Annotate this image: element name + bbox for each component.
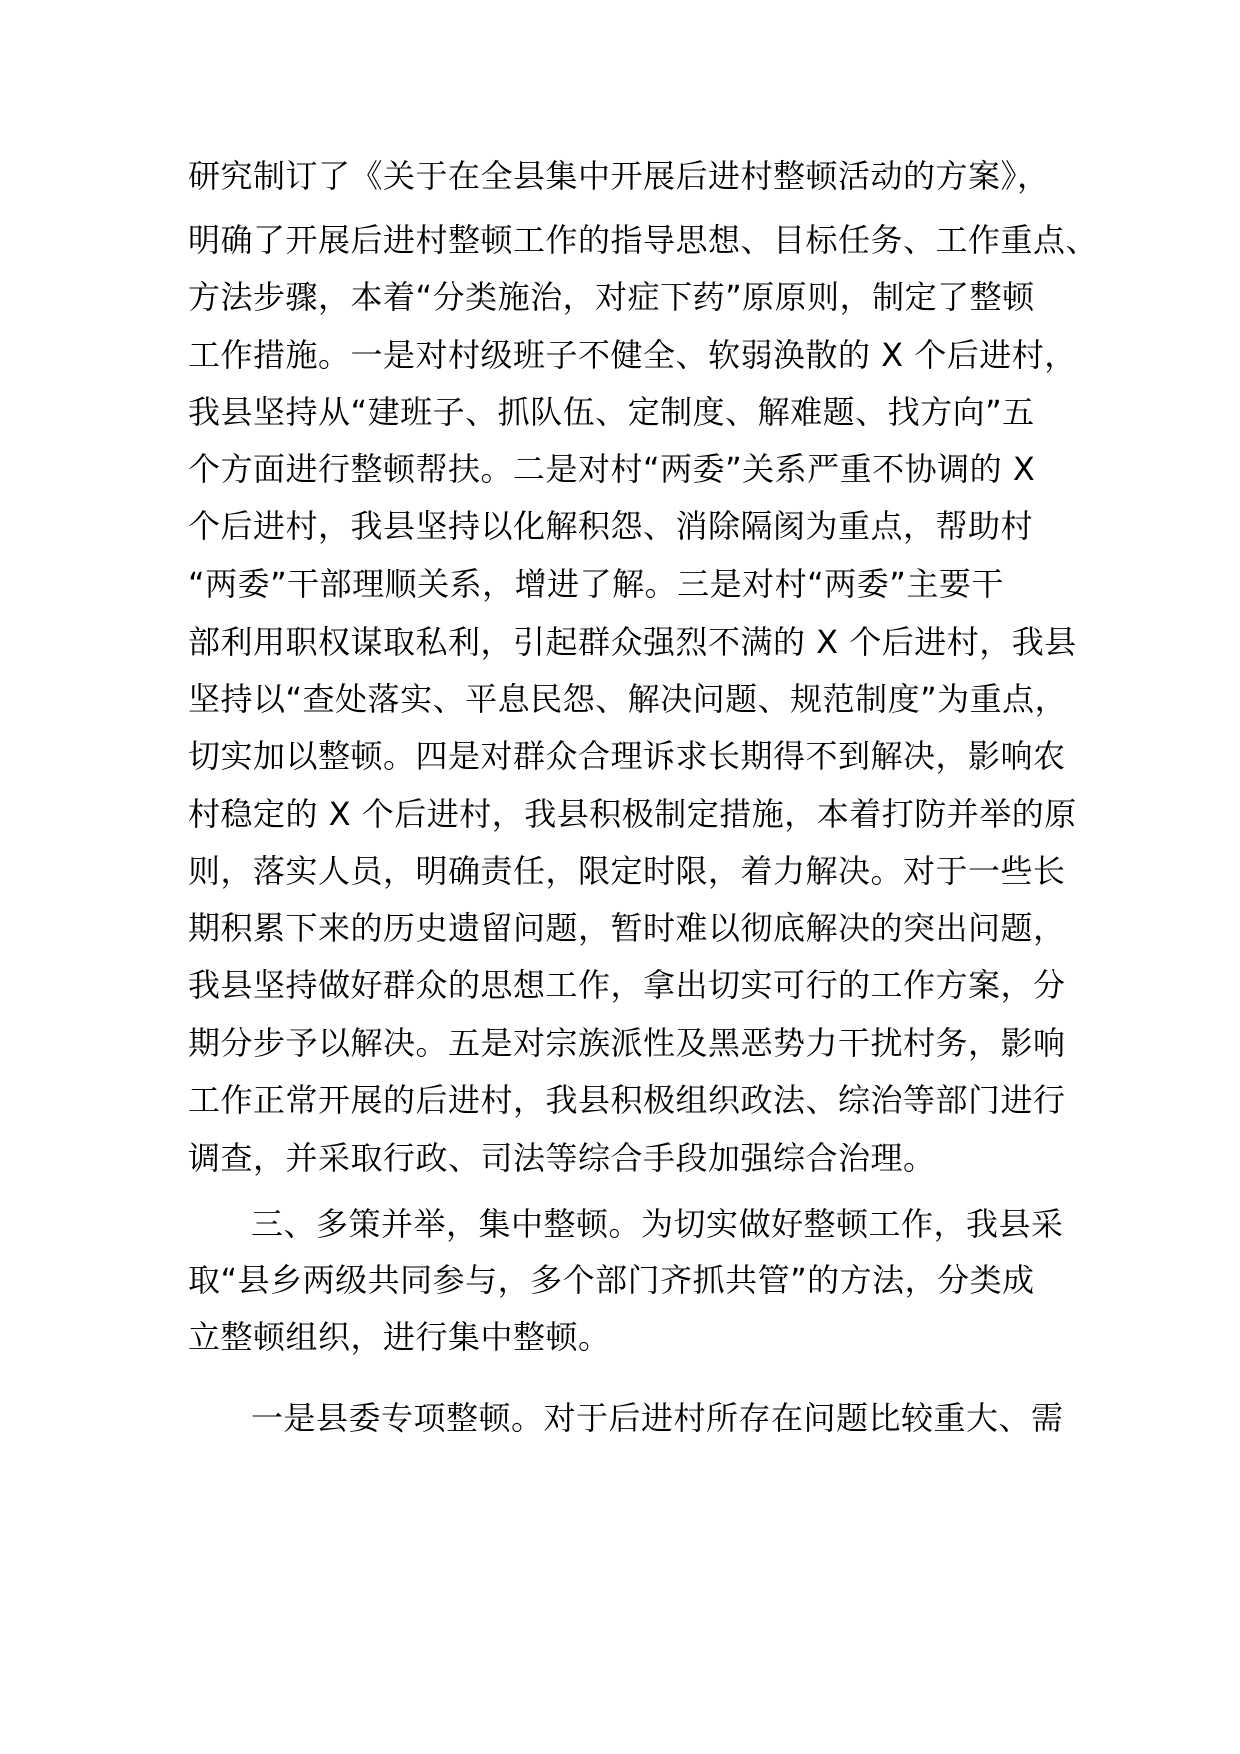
text-line: 个后进村，我县坚持以化解积怨、消除隔阂为重点，帮助村: [188, 507, 1034, 545]
text-line: 调查，并采取行政、司法等综合手段加强综合治理。: [188, 1139, 936, 1177]
text-line: 个方面进行整顿帮扶。二是对村“两委”关系严重不协调的 X: [188, 450, 1036, 488]
text-line: 村稳定的 X 个后进村，我县积极制定措施，本着打防并举的原: [188, 795, 1077, 833]
text-line: “两委”干部理顺关系，增进了解。三是对村“两委”主要干: [188, 565, 1004, 603]
paragraph-start-line: 一是县委专项整顿。对于后进村所存在问题比较重大、需: [251, 1399, 1064, 1437]
text-line: 期分步予以解决。五是对宗族派性及黑恶势力干扰村务，影响: [188, 1024, 1066, 1062]
text-line: 我县坚持从“建班子、抓队伍、定制度、解难题、找方向”五: [188, 393, 1035, 431]
text-line: 则，落实人员，明确责任，限定时限，着力解决。对于一些长: [188, 852, 1066, 890]
text-line: 部利用职权谋取私利，引起群众强烈不满的 X 个后进村，我县: [188, 623, 1077, 661]
text-line: 取“县乡两级共同参与，多个部门齐抓共管”的方法，分类成: [188, 1261, 1035, 1299]
text-line: 研究制订了《关于在全县集中开展后进村整顿活动的方案》，: [188, 157, 1050, 195]
text-line: 期积累下来的历史遗留问题，暂时难以彻底解决的突出问题，: [188, 909, 1066, 947]
text-line: 切实加以整顿。四是对群众合理诉求长期得不到解决，影响农: [188, 737, 1066, 775]
text-line: 工作正常开展的后进村，我县积极组织政法、综治等部门进行: [188, 1081, 1066, 1119]
text-line: 立整顿组织，进行集中整顿。: [188, 1318, 611, 1356]
text-line: 方法步骤，本着“分类施治，对症下药”原原则，制定了整顿: [188, 278, 1035, 316]
text-line: 明确了开展后进村整顿工作的指导思想、目标任务、工作重点、: [188, 221, 1099, 259]
text-line: 坚持以“查处落实、平息民怨、解决问题、规范制度”为重点，: [188, 680, 1068, 718]
text-line: 工作措施。一是对村级班子不健全、软弱涣散的 X 个后进村，: [188, 336, 1077, 374]
section-heading-line: 三、多策并举，集中整顿。为切实做好整顿工作，我县采: [251, 1205, 1064, 1243]
text-line: 我县坚持做好群众的思想工作，拿出切实可行的工作方案，分: [188, 966, 1066, 1004]
